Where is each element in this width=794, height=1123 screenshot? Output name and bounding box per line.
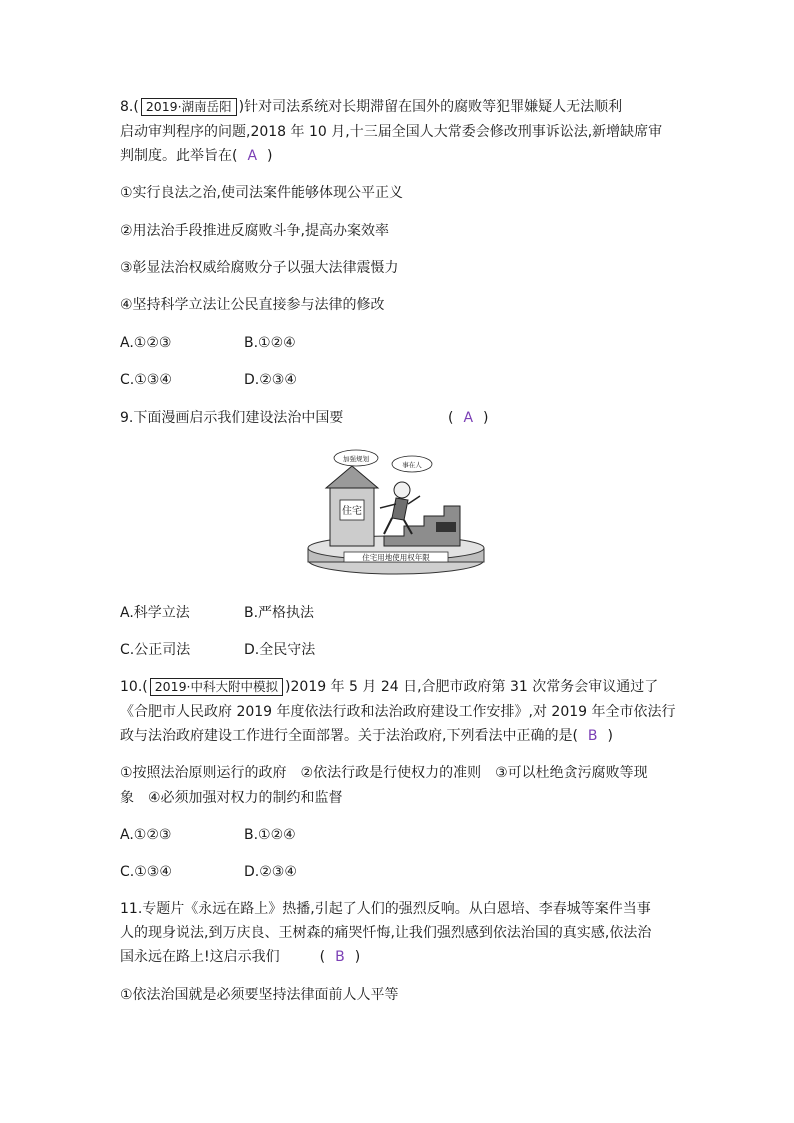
q8-line1: 8.( 2019·湖南岳阳 )针对司法系统对长期滞留在国外的腐败等犯罪嫌疑人无法顺利 (120, 99, 623, 115)
q11-stem-part3: 国永远在路上!这启示我们 (120, 949, 280, 965)
q10-source-tag: 2019·中科大附中模拟 (150, 678, 283, 696)
q8-stem-part1: 针对司法系统对长期滞留在国外的腐败等犯罪嫌疑人无法顺利 (244, 99, 623, 115)
q10-option-a: A.①②③ (120, 827, 172, 843)
q9-option-d: D.全民守法 (244, 642, 316, 658)
q8-statement-4: ④坚持科学立法让公民直接参与法律的修改 (120, 297, 385, 313)
q8-statement-1: ①实行良法之治,使司法案件能够体现公平正义 (120, 185, 403, 201)
q10-number: 10. (120, 679, 143, 695)
q11-answer: B (335, 949, 345, 965)
q8-option-b: B.①②④ (244, 335, 296, 351)
q8-statement-3: ③彰显法治权威给腐败分子以强大法律震慑力 (120, 260, 399, 276)
q10-answer: B (587, 728, 598, 744)
q8-option-a: A.①②③ (120, 335, 172, 351)
q8-option-d: D.②③④ (244, 372, 297, 388)
q11-stem-part1: 11.专题片《永远在路上》热播,引起了人们的强烈反响。从白恩培、李春城等案件当事 (120, 901, 651, 917)
q10-option-c: C.①③④ (120, 864, 172, 880)
q8-stem-part2: 启动审判程序的问题,2018 年 10 月,十三届全国人大常委会修改刑事诉讼法,新增缺席审 (120, 124, 663, 140)
comic-base-label: 住宅用地使用权年限 (362, 553, 430, 562)
comic-house-label: 住宅 (342, 506, 362, 517)
q8-source-tag: 2019·湖南岳阳 (141, 98, 237, 116)
q9-answer-box: ( A ) (448, 410, 489, 426)
comic-bubble-1: 加强规划 (343, 455, 369, 463)
q9-stem-line (120, 408, 343, 428)
q8-answer: A (247, 148, 258, 164)
q9-option-a: A.科学立法 (120, 605, 190, 621)
q10-stem-part3: 政与法治政府建设工作进行全面部署。关于法治政府,下列看法中正确的是 (120, 728, 573, 744)
q8-option-c: C.①③④ (120, 372, 172, 388)
q10-option-d: D.②③④ (244, 864, 297, 880)
q10-statements-line2: 象 ④必须加强对权力的制约和监督 (120, 790, 343, 806)
q10-stem-part2: 《合肥市人民政府 2019 年度依法行政和法治政府建设工作安排》,对 2019 年全市依法行 (120, 704, 676, 720)
q11-line3: 国永远在路上!这启示我们 ( B ) (120, 949, 361, 965)
q9-option-c: C.公正司法 (120, 642, 191, 658)
q8-line3: 判制度。此举旨在( A ) (120, 148, 273, 164)
comic-bubble-2: 事在人 (402, 461, 422, 469)
q10-statements-line1: ①按照法治原则运行的政府 ②依法行政是行使权力的准则 ③可以杜绝贪污腐败等现 (120, 765, 648, 781)
q9-option-b: B.严格执法 (244, 605, 315, 621)
q11-stem-part2: 人的现身说法,到万庆良、王树森的痛哭忏悔,让我们强烈感到依法治国的真实感,依法治 (120, 925, 652, 941)
q8-number: 8. (120, 99, 134, 115)
q8-statement-2: ②用法治手段推进反腐败斗争,提高办案效率 (120, 223, 389, 239)
q9-stem: 9.下面漫画启示我们建设法治中国要 (120, 410, 344, 426)
q9-comic-image (304, 448, 488, 578)
q10-line3: 政与法治政府建设工作进行全面部署。关于法治政府,下列看法中正确的是( B ) (120, 728, 613, 744)
q11-statement-1: ①依法治国就是必须要坚持法律面前人人平等 (120, 987, 399, 1003)
q10-line1: 10.( 2019·中科大附中模拟 )2019 年 5 月 24 日,合肥市政府第 31 次常务会审议通过了 (120, 679, 659, 695)
q10-stem-part1: 2019 年 5 月 24 日,合肥市政府第 31 次常务会审议通过了 (290, 679, 659, 695)
q8-stem-part3: 判制度。此举旨在 (120, 148, 232, 164)
q10-option-b: B.①②④ (244, 827, 296, 843)
q9-answer: A (463, 410, 474, 426)
